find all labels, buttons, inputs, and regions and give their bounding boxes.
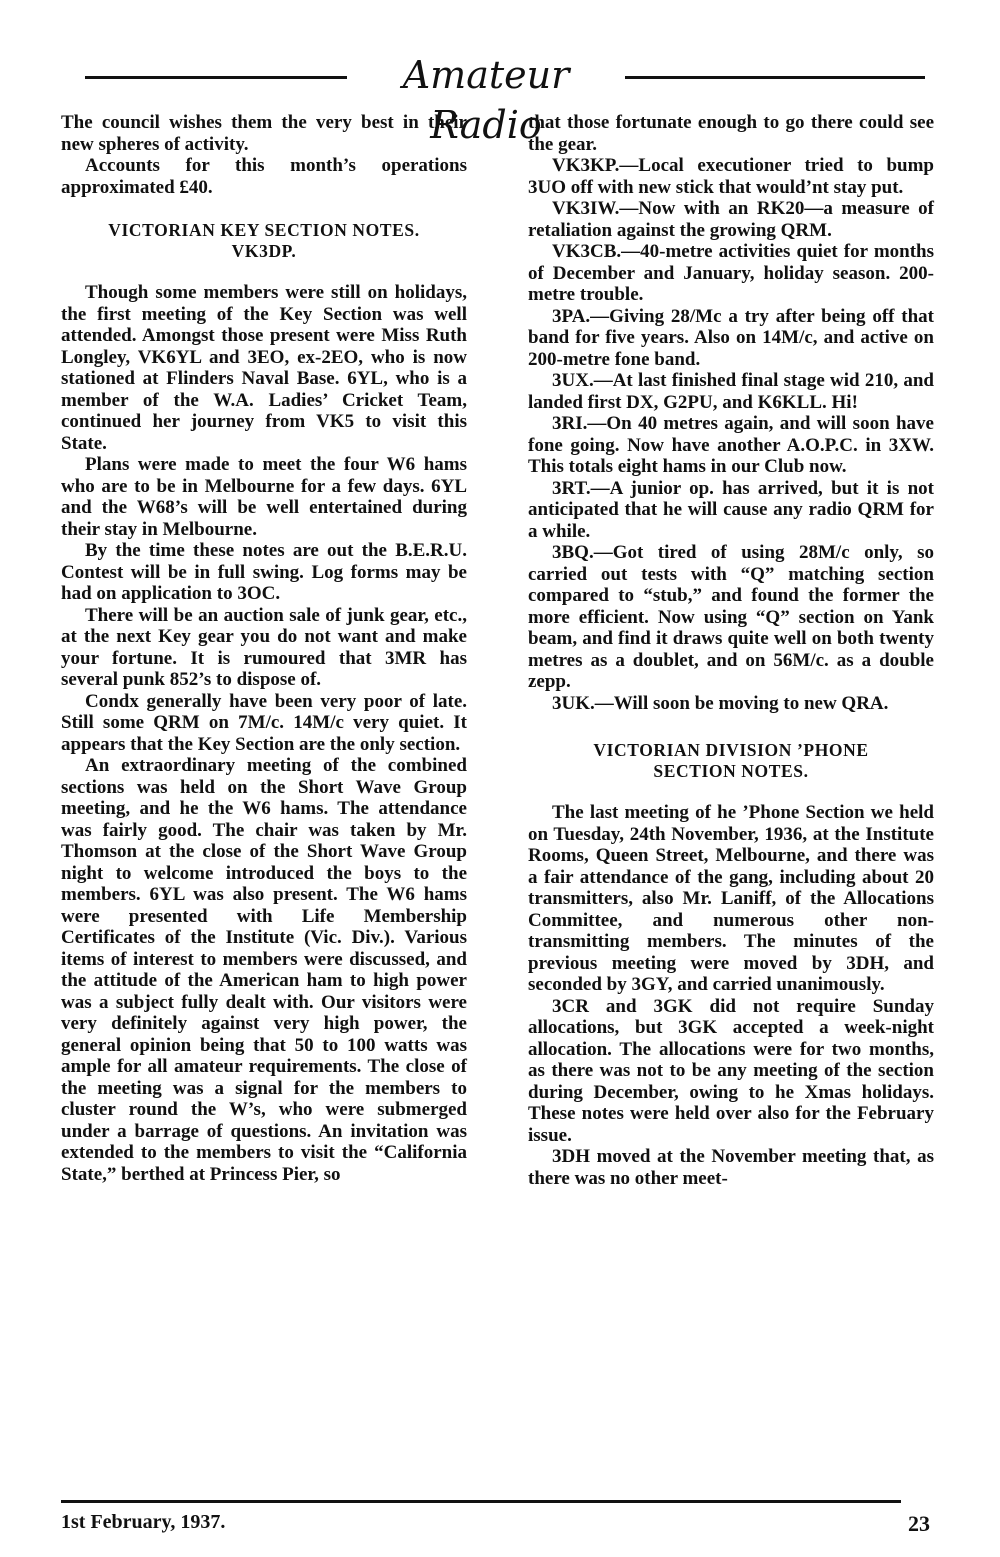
key-section-paragraph: Though some members were still on holidays, the first meeting of the Key Section was well attended. Amongst those present were Miss Ruth Longley, VK6YL and 3EO, ex-2EO, who is now stationed at Flinders Naval Base. 6YL, who is a member of the W.A. Ladies’ Cricket Team, continued her journey from VK5 to visit this State. [61, 282, 467, 454]
left-column [61, 112, 467, 1484]
member-note: 3RT.—A junior op. has arrived, but it is not anticipated that he will cause any radio QRM for a while. [528, 477, 934, 542]
masthead-rule-left [85, 76, 347, 79]
member-note: 3UX.—At last finished final stage wid 210, and landed first DX, G2PU, and K6KLL. Hi! [528, 370, 934, 413]
masthead-title: Amateur Radio [402, 53, 570, 147]
masthead-rule-right [625, 76, 925, 79]
intro-paragraph: Accounts for this month’s operations approximated £40. [61, 155, 467, 198]
member-note: 3RI.—On 40 metres again, and will soon have fone going. Now have another A.O.P.C. in 3XW. This totals eight hams in our Club now. [528, 413, 934, 477]
phone-section-paragraph: 3DH moved at the November meeting that, as there was no other meet- [528, 1146, 934, 1189]
key-section-paragraph: Plans were made to meet the four W6 hams who are to be in Melbourne for a few days. 6YL and the W68’s will be well entertained during their stay in Melbourne. [61, 454, 467, 540]
member-note: 3BQ.—Got tired of using 28M/c only, so carried out tests with “Q” matching section compared to “stub,” and found the former the more efficient. Now using “Q” section on Yank beam, and find it draws quite well on both twenty metres as a doublet, and on 56M/c. as a double zepp. [528, 542, 934, 692]
right-column [528, 112, 934, 1484]
continuation-paragraph: that those fortunate enough to go there could see the gear. [528, 112, 934, 155]
member-note: VK3IW.—Now with an RK20—a measure of retaliation against the growing QRM. [528, 198, 934, 241]
key-section-heading-line2: VK3DP. [231, 241, 297, 261]
key-section-paragraph: An extraordinary meeting of the combined sections was held on the Short Wave Group meeting, and he the W6 hams. The attendance was fairly good. The chair was taken by Mr. Thomson at the close of the Short Wave Group night to welcome introduced the boys to the members. 6YL was also present. The W6 hams were presented with Life Membership Certificates of the Institute (Vic. Div.). Various items of interest to members were discussed, and the attitude of the American ham to high power was a subject fully dealt with. Our visitors were very definitely against very high power, the general opinion being that 50 to 100 watts was ample for all amateur requirements. The close of the meeting was a signal for the members to cluster round the W’s, who were submerged under a barrage of questions. An invitation was extended to the members to visit the “California State,” berthed at Princess Pier, so [61, 755, 467, 1185]
member-note: 3UK.—Will soon be moving to new QRA. [552, 692, 889, 714]
key-section-heading-line1: VICTORIAN KEY SECTION NOTES. [108, 220, 420, 240]
footer-date: 1st February, 1937. [61, 1511, 226, 1533]
phone-section-paragraph: The last meeting of he ’Phone Section we held on Tuesday, 24th November, 1936, at the Institute Rooms, Queen Street, Melbourne, and there was a fair attendance of the gang, including about 20 transmitters, also Mr. Laniff, of the Allocations Committee, and numerous other non-transmitting members. The minutes of the previous meeting were moved by 3DH, and seconded by 3GY, and carried unanimously. [528, 802, 934, 995]
member-note: VK3CB.—40-metre activities quiet for months of December and January, holiday season. 200-metre trouble. [528, 241, 934, 305]
member-note: VK3KP.—Local executioner tried to bump 3UO off with new stick that would’nt stay put. [528, 155, 934, 198]
key-section-paragraph: There will be an auction sale of junk gear, etc., at the next Key gear you do not want and make your fortune. It is rumoured that 3MR has several punk 852’s to dispose of. [61, 604, 467, 690]
page-number: 23 [908, 1511, 930, 1536]
key-section-paragraph: By the time these notes are out the B.E.R.U. Contest will be in full swing. Log forms may be had on application to 3OC. [61, 540, 467, 604]
footer-rule [61, 1500, 901, 1503]
phone-section-heading-line1: VICTORIAN DIVISION ’PHONE [593, 740, 869, 760]
key-section-paragraph: Condx generally have been very poor of late. Still some QRM on 7M/c. 14M/c very quiet. It appears that the Key Section are the only section. [61, 690, 467, 755]
intro-paragraph: The council wishes them the very best in their new spheres of activity. [61, 112, 467, 155]
phone-section-heading [528, 740, 934, 782]
phone-section-heading-line2: SECTION NOTES. [653, 761, 809, 781]
key-section-heading [61, 220, 467, 262]
member-note: 3PA.—Giving 28/Mc a try after being off that band for five years. Also on 14M/c, and active on 200-metre fone band. [528, 305, 934, 370]
phone-section-paragraph: 3CR and 3GK did not require Sunday allocations, but 3GK accepted a week-night allocation. The allocations were for two months, as there was not to be any meeting of the section during December, owing to he Xmas holidays. These notes were held over also for the February issue. [528, 995, 934, 1146]
